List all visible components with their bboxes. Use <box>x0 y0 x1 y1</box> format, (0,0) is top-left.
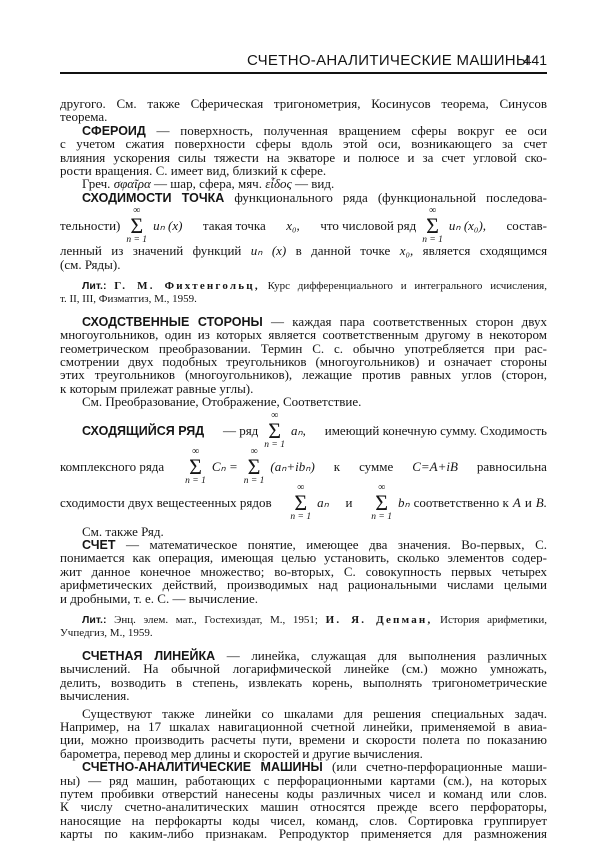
text-line: и дробными, т. е. С. — вычисление. <box>60 590 259 606</box>
text: — шар, сфера, мяч. <box>154 176 262 192</box>
text: (или счетно-перфорационные маши- <box>332 759 547 775</box>
text: равносильна <box>476 458 547 474</box>
text: Курс дифференциального и интегрального исчисления, <box>267 279 547 292</box>
text: — математическое понятие, имеющее два значения. Во-первых, С. <box>126 537 547 553</box>
sum-upper: ∞ <box>271 409 279 421</box>
text: — линейка, служащая для выполнения различных <box>226 647 548 663</box>
text: к <box>333 458 341 474</box>
text-line: барометра, перевод мер длины и скоростей и другие вычисления. <box>60 745 423 761</box>
text: комплексного ряда <box>60 458 165 474</box>
text-line: вычислений. На обычной логарифмической линейке (см.) можно умножать, <box>60 661 547 677</box>
text-line: к которым прилежат равные углы). <box>60 380 254 396</box>
entry-slide-rule <box>60 649 547 662</box>
entry-term: СХОДИМОСТИ ТОЧКА <box>82 190 225 205</box>
formula: x₀, <box>399 243 414 259</box>
see-also: См. Преобразование, Отображение, Соответствие. <box>82 394 362 410</box>
greek-word: εἶδος <box>265 176 292 192</box>
entry-corresponding-sides <box>60 315 547 328</box>
formula: uₙ (x) <box>250 243 287 259</box>
literature-reference-line: Учпедгиз, М., 1959. <box>60 626 153 639</box>
text: состав- <box>506 218 547 234</box>
sum-upper: ∞ <box>428 205 437 217</box>
summation <box>290 483 311 523</box>
summation <box>264 411 285 451</box>
formula-line <box>60 205 547 246</box>
text-line: К числу счетно-аналитических машин относятся прежде всего перфораторы, <box>60 799 547 815</box>
sum-upper: ∞ <box>297 481 305 493</box>
sigma-symbol: Σ <box>247 453 261 479</box>
sigma-symbol: Σ <box>375 489 389 515</box>
formula: Cₙ = <box>211 458 238 474</box>
text-line: жит данное конечное множество; во-вторых, С. совокупность первых четырех <box>60 563 547 579</box>
sum-lower: n = 1 <box>422 235 443 246</box>
text-line: Существуют также линейки со шкалами для решения специальных задач. <box>82 705 547 721</box>
formula: B. <box>535 494 547 510</box>
text: Греч. <box>82 176 111 192</box>
text-line: наносящие на перфокарты коды чисел, команд, слов. Сортировка группирует <box>60 812 547 828</box>
entry-count <box>60 538 547 551</box>
text-line: теорема. <box>60 109 108 125</box>
formula: aₙ, <box>290 422 306 438</box>
formula: uₙ (x) <box>153 218 183 234</box>
text-line: путем пробивки отверстий нанесены коды различных чисел и команд или слов. <box>60 785 547 801</box>
text: соответственно к <box>413 494 509 510</box>
formula: uₙ (x₀), <box>448 218 487 234</box>
entry-term: СХОДСТВЕННЫЕ СТОРОНЫ <box>82 314 263 329</box>
text: — каждая пара соответственных сторон двух <box>271 313 547 329</box>
formula: (aₙ+ibₙ) <box>270 458 315 474</box>
summation <box>371 483 392 523</box>
text: — вид. <box>295 176 335 192</box>
summation <box>422 206 443 246</box>
sigma-symbol: Σ <box>294 489 308 515</box>
text-line: влияния ускорения силы тяжести на экваторе и полюсе и за счет угловой ско- <box>60 149 547 165</box>
entry-term: СЧЕТ <box>82 538 116 553</box>
text: такая точка <box>202 218 266 234</box>
text-line: ны) — ряд машин, работающих с перфорационными картами (см.), на которых <box>60 772 547 788</box>
sum-upper: ∞ <box>378 481 386 493</box>
literature-reference-line: т. II, III, Физматгиз, М., 1959. <box>60 292 197 305</box>
text-line: ции, можно производить расчеты пути, времени и скорости полета по показанию <box>60 732 547 748</box>
text: Энц. элем. мат., Гостехиздат, М., 1951; <box>114 613 318 626</box>
entry-convergence-point <box>60 191 547 204</box>
formula: x₀, <box>286 218 300 234</box>
text-line: рости вращения. С. имеет вид, близкий к сфере. <box>60 162 327 178</box>
sum-lower: n = 1 <box>185 475 206 486</box>
formula: C=A+iB <box>412 458 458 474</box>
lit-label: Лит.: <box>82 279 107 292</box>
entry-term: СЧЕТНАЯ ЛИНЕЙКА <box>82 648 216 663</box>
etymology <box>60 177 547 190</box>
text: и <box>345 494 353 510</box>
text: сходимости двух вещестеенных рядов <box>60 494 272 510</box>
text: тельности) <box>60 218 121 234</box>
summation <box>126 206 147 246</box>
text-line: вычисления. <box>60 688 130 704</box>
text: ленный из значений функций <box>60 243 242 259</box>
text-line: смотрении двух подобных треугольников (многоугольников) и означает стороны <box>60 354 547 370</box>
page-number: 441 <box>523 52 547 68</box>
literature-reference <box>60 614 547 627</box>
entry-term: СЧЕТНО-АНАЛИТИЧЕСКИЕ МАШИНЫ <box>82 760 323 775</box>
see-also: См. также Ряд. <box>82 523 164 539</box>
formula-line <box>60 445 547 486</box>
sum-lower: n = 1 <box>290 511 312 522</box>
text-line: понимается как операция, имеющая целью установить, сколько элементов содер- <box>60 550 547 566</box>
text-line: с учетом сжатия поверхности сферы вдоль этой оси, возникающего за счет <box>60 136 547 152</box>
sum-lower: n = 1 <box>243 475 265 486</box>
formula: aₙ <box>317 494 329 510</box>
author: И. Я. Депман, <box>325 613 433 626</box>
text: и <box>524 494 532 510</box>
literature-reference <box>60 280 547 293</box>
text: является сходящимся <box>422 243 548 259</box>
entry-tabulating-machines <box>60 760 547 773</box>
author: Г. М. Фихтенгольц, <box>114 279 260 292</box>
entry-spheroid <box>60 124 547 137</box>
header-rule <box>60 72 547 74</box>
entry-term: СХОДЯЩИЙСЯ РЯД <box>82 423 205 438</box>
text-line: делить, возводить в степень, извлекать корень, выполнять тригонометрические <box>60 674 547 690</box>
text-line: геометрическом преобразовании. Термин С. с. обычно употребляется при рас- <box>60 340 547 356</box>
sum-upper: ∞ <box>133 205 141 217</box>
entry-convergent-series <box>60 409 547 450</box>
formula: bₙ <box>397 494 410 510</box>
text-line: арифметических действий, производимых над рациональными числами целыми <box>60 577 547 593</box>
text: История арифметики, <box>440 613 548 626</box>
lit-label: Лит.: <box>82 613 107 626</box>
running-header-title: СЧЕТНО-АНАЛИТИЧЕСКИЕ МАШИНЫ <box>247 52 530 69</box>
text: — поверхность, полученная вращением сферы вокруг ее оси <box>156 122 547 138</box>
text: сумме <box>359 458 394 474</box>
sum-lower: n = 1 <box>126 235 148 246</box>
text: имеющий конечную сумму. Сходимость <box>324 422 547 438</box>
sigma-symbol: Σ <box>268 417 282 443</box>
formula-line <box>60 481 547 522</box>
sum-upper: ∞ <box>191 445 200 457</box>
sum-lower: n = 1 <box>264 439 285 450</box>
text: — ряд <box>222 422 259 438</box>
text-line: многоугольников, один из которых является соответственным другому в некотором <box>60 327 547 343</box>
text-line <box>60 244 547 257</box>
text-line: другого. См. также Сферическая тригонометрия, Косинусов теорема, Синусов <box>60 96 547 111</box>
sigma-symbol: Σ <box>189 453 202 479</box>
text-line: (см. Ряды). <box>60 256 121 272</box>
sum-upper: ∞ <box>250 445 258 457</box>
sum-lower: n = 1 <box>371 511 392 522</box>
text-line: Например, на 17 шкалах навигационной счетной линейки, применяемой в авиа- <box>60 718 547 734</box>
summation <box>185 447 206 487</box>
text: функционального ряда (функциональной последова- <box>234 189 547 205</box>
text: в данной точке <box>295 243 391 259</box>
entry-term: СФЕРОИД <box>82 123 146 138</box>
page-body <box>60 97 547 840</box>
sigma-symbol: Σ <box>130 213 144 239</box>
formula: A <box>512 494 521 510</box>
text-line: карты по каким-либо признакам. Репродуктор применяется для размножения <box>60 826 547 842</box>
sigma-symbol: Σ <box>426 213 439 239</box>
summation <box>244 447 265 487</box>
greek-word: σφαῖρα <box>113 176 151 192</box>
text: что числовой ряд <box>320 218 417 234</box>
text-line: этих треугольников (многоугольников), лежащие против равных углов (сторон, <box>60 367 547 383</box>
